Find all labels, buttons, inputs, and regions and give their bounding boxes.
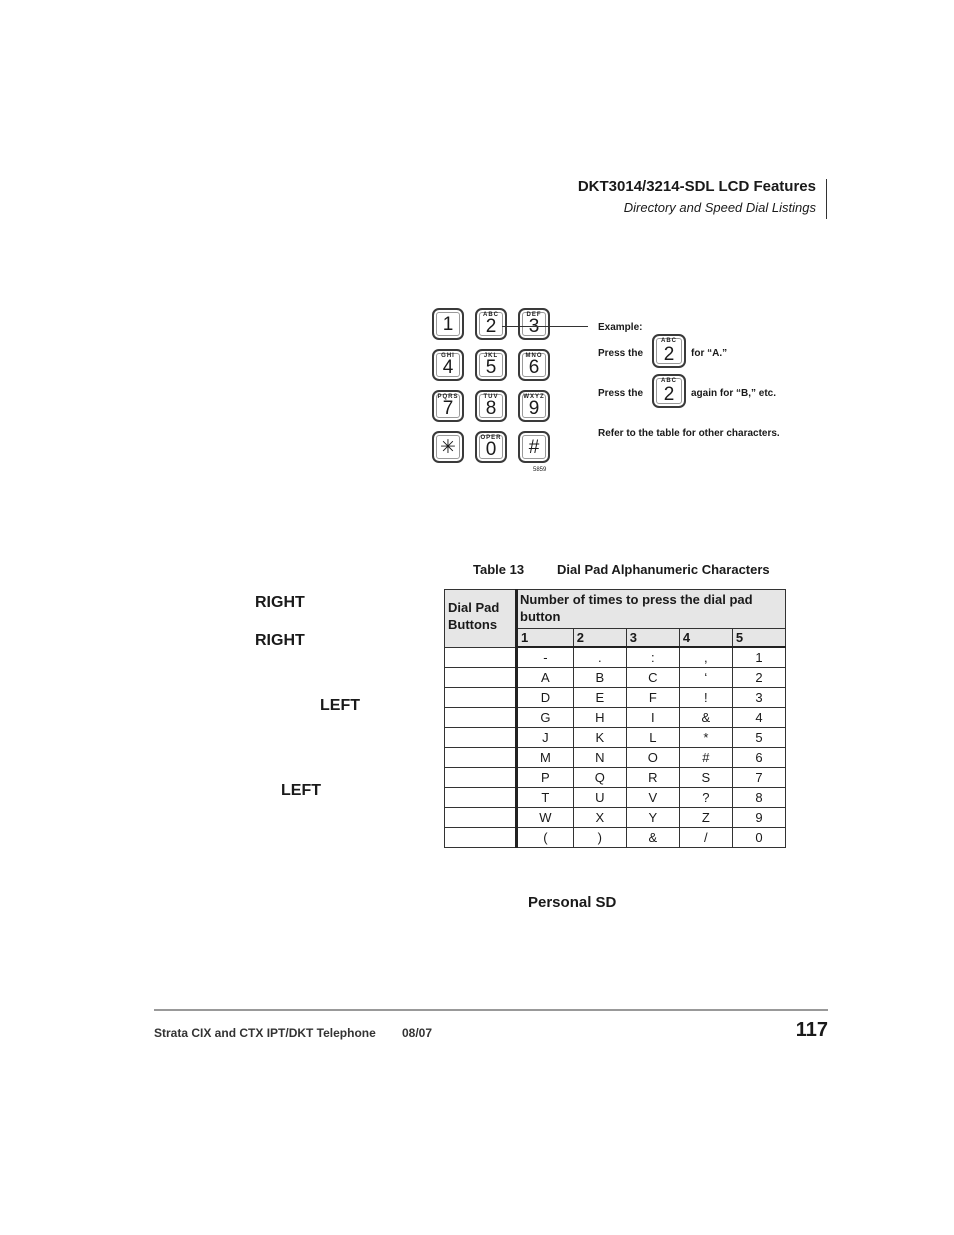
key-digit: 2 <box>485 316 497 337</box>
table-row <box>445 708 786 728</box>
table-cell: O <box>626 748 679 768</box>
label-right-2: RIGHT <box>255 632 305 649</box>
table-cell: ! <box>679 688 732 708</box>
dial-key <box>432 308 464 340</box>
table-cell: 2 <box>732 668 785 688</box>
table-cell-button <box>445 748 517 768</box>
example-line2-prefix: Press the <box>598 388 644 399</box>
table-cell: & <box>679 708 732 728</box>
dial-key <box>518 308 550 340</box>
table-cell: C <box>626 668 679 688</box>
footer-title: Strata CIX and CTX IPT/DKT Telephone <box>154 1026 376 1040</box>
table-cell: J <box>517 728 574 748</box>
table-cell: K <box>573 728 626 748</box>
table-cell: D <box>517 688 574 708</box>
dial-key <box>432 431 464 463</box>
dial-key <box>475 349 507 381</box>
figure-code: 5859 <box>533 467 547 473</box>
key-letters: OPER <box>480 435 502 441</box>
table-cell: Q <box>573 768 626 788</box>
table-cell-button <box>445 788 517 808</box>
table-cell: , <box>679 647 732 668</box>
table-cell: ? <box>679 788 732 808</box>
table-cell: X <box>573 808 626 828</box>
table-caption-title: Dial Pad Alphanumeric Characters <box>557 562 770 577</box>
table-row <box>445 688 786 708</box>
key-digit: 0 <box>485 439 497 460</box>
table-cell: 8 <box>732 788 785 808</box>
key-digit: 7 <box>442 398 454 419</box>
table-cell: 3 <box>732 688 785 708</box>
table-body <box>445 647 786 848</box>
table-column-header: 4 <box>679 629 732 648</box>
example-line2-suffix: again for “B,” etc. <box>691 388 777 399</box>
key-digit: 4 <box>442 357 454 378</box>
callout-line <box>502 326 588 327</box>
key-digit: ✳ <box>440 437 456 458</box>
table-cell: 4 <box>732 708 785 728</box>
label-right-1: RIGHT <box>255 594 305 611</box>
dial-key <box>518 431 550 463</box>
table-cell: * <box>679 728 732 748</box>
table-cell: P <box>517 768 574 788</box>
example-heading: Example: <box>598 322 643 333</box>
table-column-header: 3 <box>626 629 679 648</box>
table-cell-button <box>445 708 517 728</box>
table-cell: M <box>517 748 574 768</box>
table-row <box>445 748 786 768</box>
key-digit: 2 <box>663 344 675 365</box>
label-left-1: LEFT <box>320 697 360 714</box>
key-letters: ABC <box>661 338 677 344</box>
table-header-times: Number of times to press the dial pad button <box>517 590 786 629</box>
key-letters: JKL <box>483 353 499 359</box>
table-cell: : <box>626 647 679 668</box>
page-number: 117 <box>795 1019 828 1041</box>
key-digit: 1 <box>442 314 454 335</box>
running-header-subtitle: Directory and Speed Dial Listings <box>623 200 816 215</box>
table-row <box>445 768 786 788</box>
table-cell: B <box>573 668 626 688</box>
table-caption-number: Table 13 <box>473 562 525 577</box>
table-cell: I <box>626 708 679 728</box>
table-cell: 9 <box>732 808 785 828</box>
table-cell: . <box>573 647 626 668</box>
key-letters: TUV <box>483 394 499 400</box>
table-cell: F <box>626 688 679 708</box>
table-row <box>445 828 786 848</box>
table-cell: U <box>573 788 626 808</box>
key-digit: 2 <box>663 384 675 405</box>
table-cell-button <box>445 647 517 668</box>
table-cell: 7 <box>732 768 785 788</box>
key-digit: # <box>528 437 540 458</box>
key-letters: ABC <box>483 312 499 318</box>
table-cell-button <box>445 768 517 788</box>
key-digit <box>520 317 548 337</box>
table-cell: ( <box>517 828 574 848</box>
table-cell: & <box>626 828 679 848</box>
table-cell: S <box>679 768 732 788</box>
table-cell-button <box>445 728 517 748</box>
table-row <box>445 808 786 828</box>
table-cell: L <box>626 728 679 748</box>
table-cell: R <box>626 768 679 788</box>
table-cell: 0 <box>732 828 785 848</box>
key-letters: MNO <box>525 353 543 359</box>
dial-key <box>432 390 464 422</box>
table-cell: W <box>517 808 574 828</box>
footer-rule <box>154 1009 828 1011</box>
example-line1-prefix: Press the <box>598 348 644 359</box>
key-letters: GHI <box>441 353 455 359</box>
key-letters: DEF <box>526 312 542 318</box>
example-key-2-again <box>652 374 686 408</box>
dial-key <box>475 308 507 340</box>
table-cell-button <box>445 808 517 828</box>
table-row <box>445 647 786 668</box>
dial-pad-characters-table <box>444 589 786 848</box>
table-cell: G <box>517 708 574 728</box>
example-line1-suffix: for “A.” <box>691 348 728 359</box>
dial-key <box>518 390 550 422</box>
dial-pad-figure <box>430 306 554 472</box>
table-cell-button <box>445 688 517 708</box>
footer-date: 08/07 <box>402 1026 433 1040</box>
table-cell: ‘ <box>679 668 732 688</box>
table-cell-button <box>445 828 517 848</box>
table-cell: # <box>679 748 732 768</box>
table-cell: 1 <box>732 647 785 668</box>
table-cell: Y <box>626 808 679 828</box>
table-row <box>445 728 786 748</box>
key-digit: 9 <box>528 398 540 419</box>
table-cell: 5 <box>732 728 785 748</box>
table-cell: H <box>573 708 626 728</box>
key-digit: 8 <box>485 398 497 419</box>
example-refer-text: Refer to the table for other characters. <box>598 428 780 439</box>
key-letters: ABC <box>661 378 677 384</box>
table-cell-button <box>445 668 517 688</box>
table-header-buttons: Dial Pad Buttons <box>445 590 517 648</box>
table-cell: T <box>517 788 574 808</box>
example-key-2 <box>652 334 686 368</box>
dial-key <box>518 349 550 381</box>
dial-key <box>475 390 507 422</box>
personal-sd-label: Personal SD <box>528 894 617 911</box>
running-header-title: DKT3014/3214-SDL LCD Features <box>577 178 816 195</box>
dial-key <box>475 431 507 463</box>
key-letters: PQRS <box>437 394 459 400</box>
table-column-header: 5 <box>732 629 785 648</box>
table-cell: A <box>517 668 574 688</box>
table-cell: V <box>626 788 679 808</box>
table-cell: E <box>573 688 626 708</box>
table-row <box>445 788 786 808</box>
key-letters: WXYZ <box>523 394 545 400</box>
table-row <box>445 668 786 688</box>
table-cell: - <box>517 647 574 668</box>
table-column-header: 1 <box>517 629 574 648</box>
label-left-2: LEFT <box>281 782 321 799</box>
key-digit: 5 <box>485 357 497 378</box>
table-cell: 6 <box>732 748 785 768</box>
dial-key <box>432 349 464 381</box>
table-column-header: 2 <box>573 629 626 648</box>
header-rule <box>826 179 827 219</box>
table-cell: Z <box>679 808 732 828</box>
key-digit: 6 <box>528 357 540 378</box>
table-cell: / <box>679 828 732 848</box>
table-cell: N <box>573 748 626 768</box>
table-cell: ) <box>573 828 626 848</box>
